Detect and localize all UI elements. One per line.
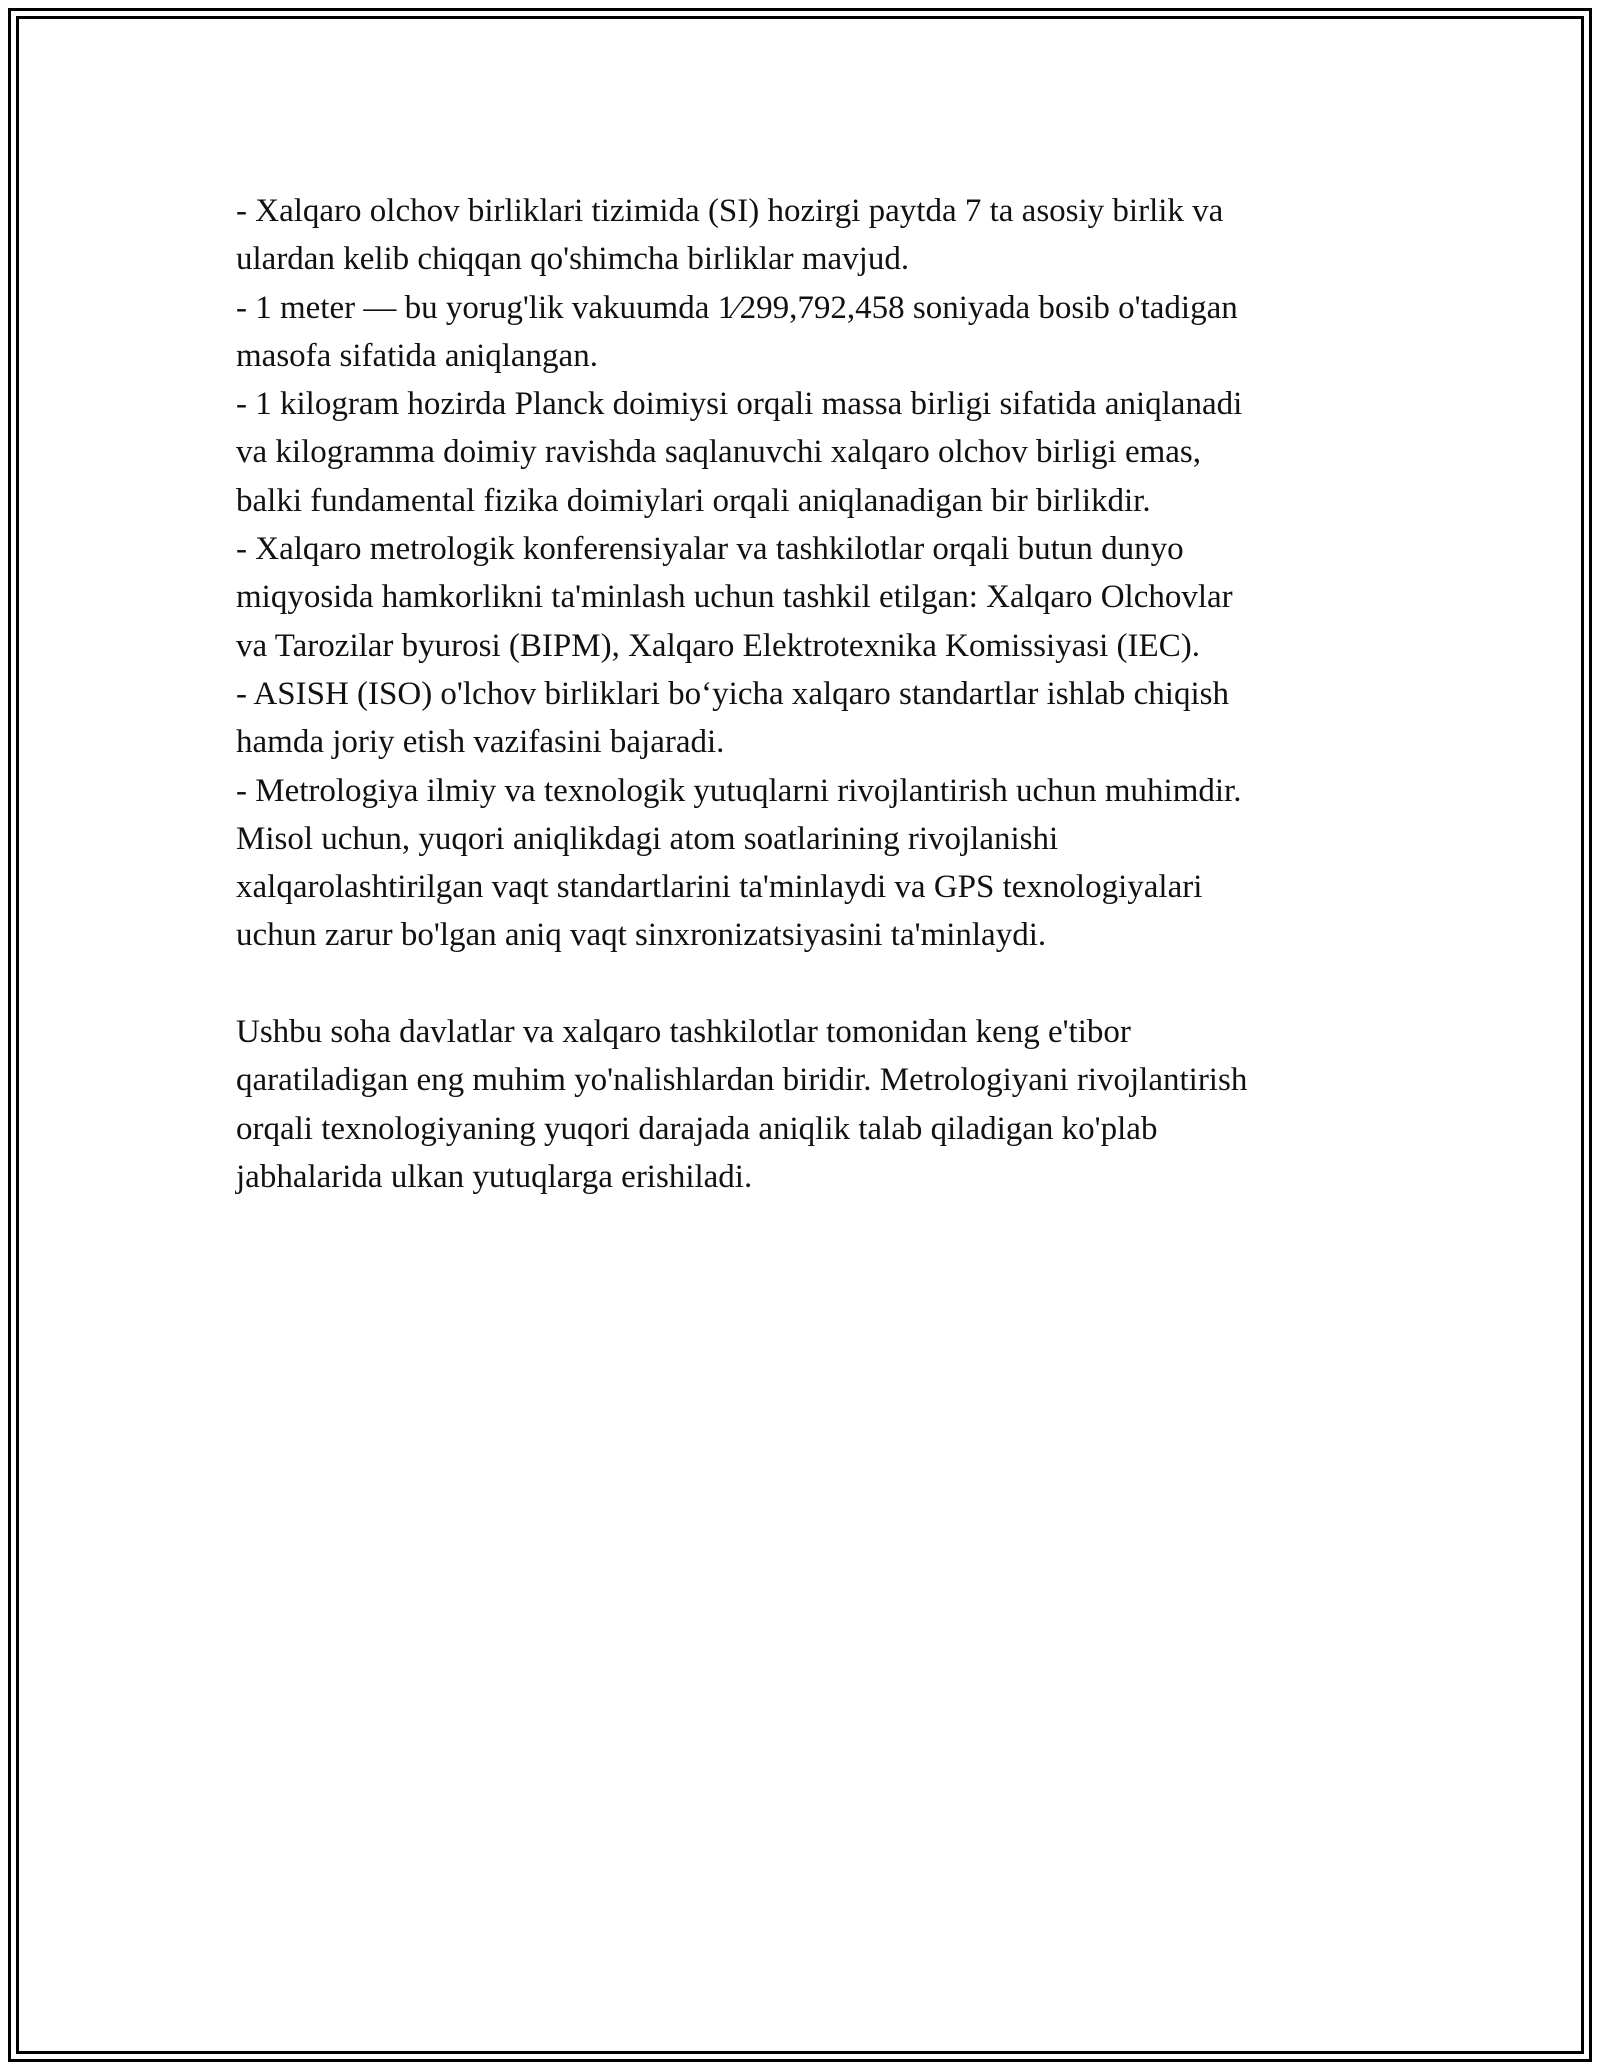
bullet-item-iso: [236, 670, 1376, 767]
text-line: qaratiladigan eng muhim yo'nalishlardan biridir. Metrologiyani rivojlantirish: [236, 1062, 1248, 1099]
bullet-item-organizations: [236, 525, 1376, 670]
text-line: - 1 kilogram hozirda Planck doimiysi orqali massa birligi sifatida aniqlanadi: [236, 386, 1243, 423]
text-line: hamda joriy etish vazifasini bajaradi.: [236, 724, 725, 761]
text-line: jabhalarida ulkan yutuqlarga erishiladi.: [236, 1158, 753, 1195]
text-line: - Xalqaro metrologik konferensiyalar va tashkilotlar orqali butun dunyo: [236, 531, 1184, 568]
text-line: Misol uchun, yuqori aniqlikdagi atom soatlarining rivojlanishi: [236, 820, 1059, 857]
text-line: xalqarolashtirilgan vaqt standartlarini ta'minlaydi va GPS texnologiyalari: [236, 869, 1203, 906]
text-line: va Tarozilar byurosi (BIPM), Xalqaro Elektrotexnika Komissiyasi (IEC).: [236, 627, 1200, 664]
text-line: - Metrologiya ilmiy va texnologik yutuqlarni rivojlantirish uchun muhimdir.: [236, 772, 1242, 809]
paragraph-spacer: [236, 960, 1376, 1008]
bullet-item-metrology-importance: [236, 767, 1376, 960]
text-line: orqali texnologiyaning yuqori darajada aniqlik talab qiladigan ko'plab: [236, 1110, 1158, 1147]
text-line: - ASISH (ISO) o'lchov birliklari bo‘yicha xalqaro standartlar ishlab chiqish: [236, 675, 1229, 712]
closing-paragraph: [236, 1008, 1376, 1201]
text-line: masofa sifatida aniqlangan.: [236, 337, 598, 374]
text-line: - Xalqaro olchov birliklari tizimida (SI) hozirgi paytda 7 ta asosiy birlik va: [236, 193, 1224, 229]
text-line: - 1 meter — bu yorug'lik vakuumda 1⁄299,792,458 soniyada bosib o'tadigan: [236, 289, 1238, 326]
bullet-item-meter: [236, 284, 1376, 381]
bullet-item-kilogram: [236, 380, 1376, 525]
text-line: miqyosida hamkorlikni ta'minlash uchun tashkil etilgan: Xalqaro Olchovlar: [236, 579, 1233, 616]
text-line: ulardan kelib chiqqan qo'shimcha birliklar mavjud.: [236, 241, 910, 278]
text-line: balki fundamental fizika doimiylari orqali aniqlanadigan bir birlikdir.: [236, 482, 1151, 519]
text-line: Ushbu soha davlatlar va xalqaro tashkilotlar tomonidan keng e'tibor: [236, 1014, 1131, 1051]
bullet-item-si-units: [236, 187, 1376, 284]
text-line: va kilogramma doimiy ravishda saqlanuvchi xalqaro olchov birligi emas,: [236, 434, 1202, 471]
document-body: [236, 187, 1376, 1201]
text-line: uchun zarur bo'lgan aniq vaqt sinxronizatsiyasini ta'minlaydi.: [236, 917, 1047, 954]
